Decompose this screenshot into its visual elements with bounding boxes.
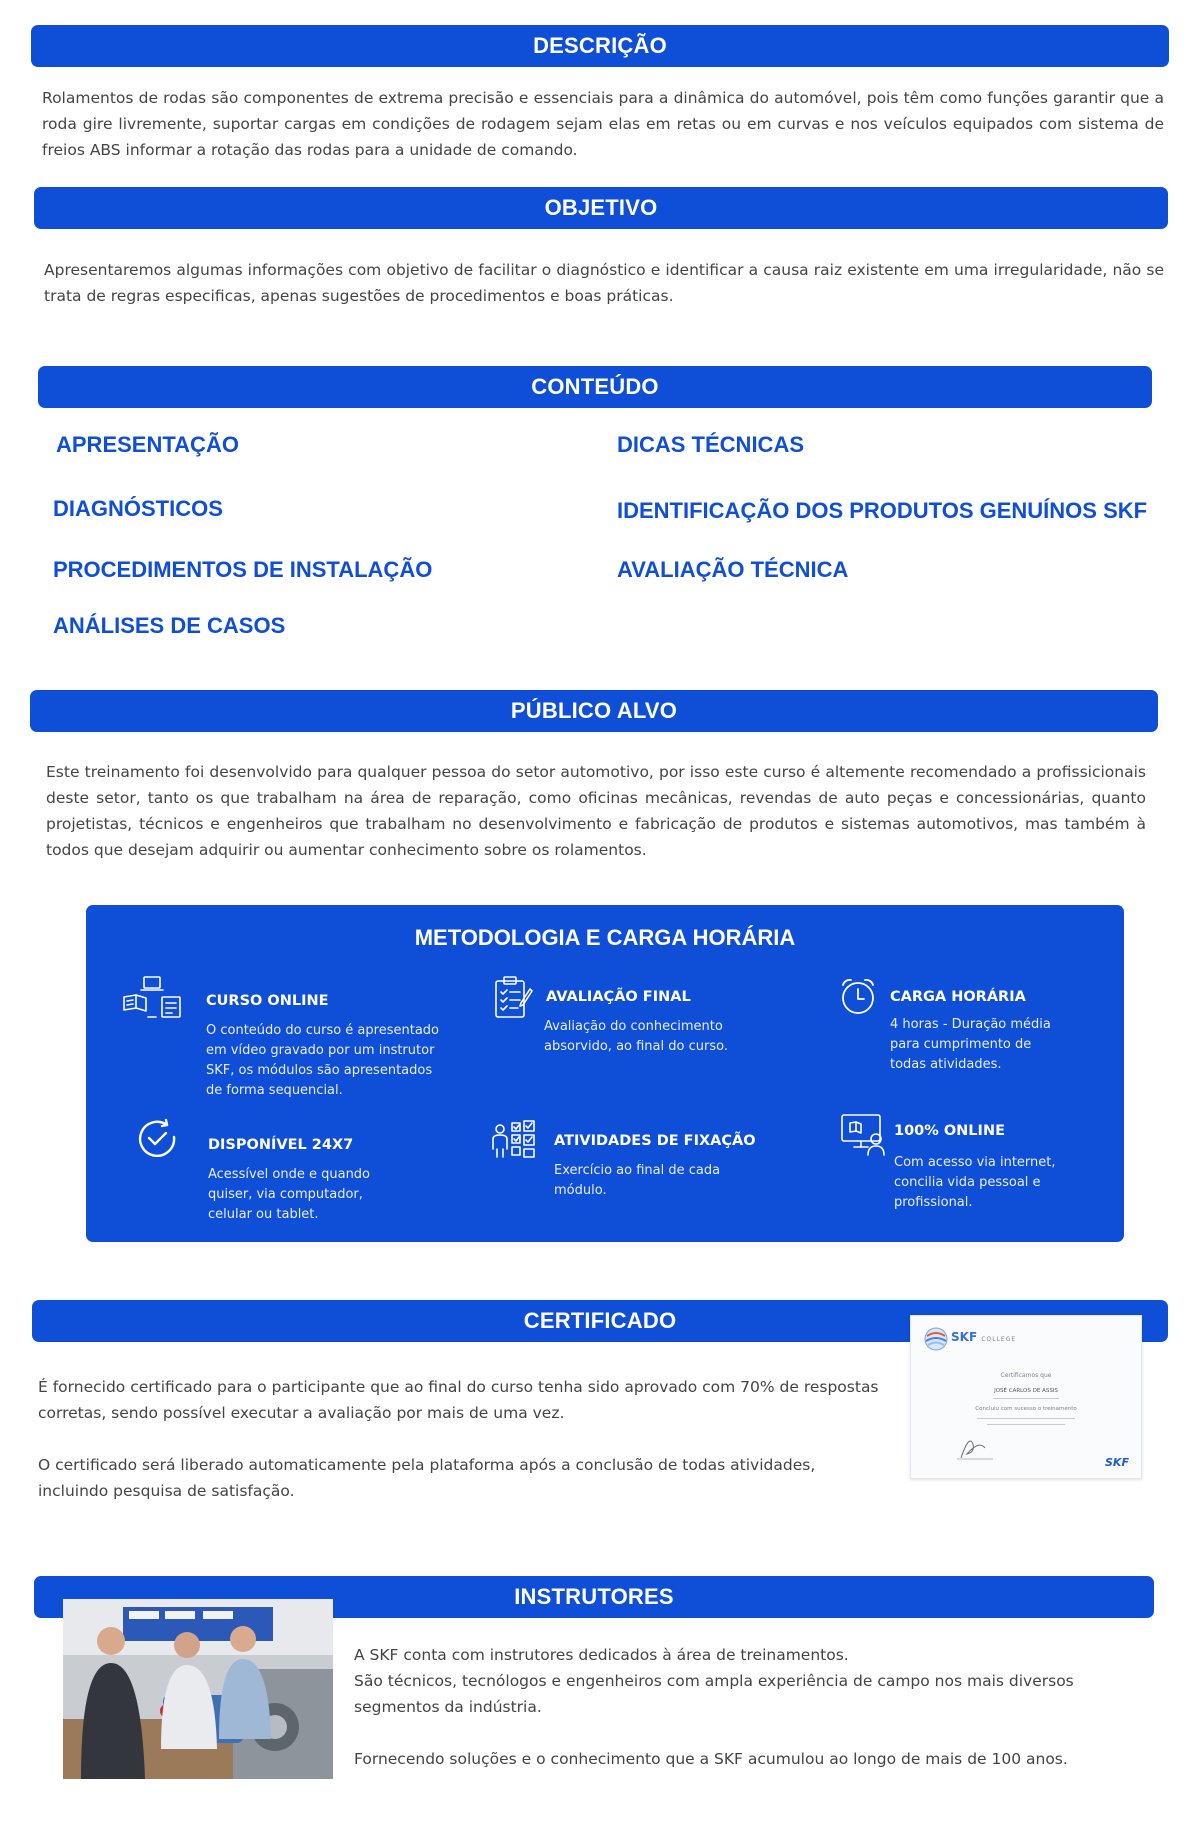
descricao-text: Rolamentos de rodas são componentes de extrema precisão e essenciais para a dinâmica do automóvel, pois têm como funções garantir que a roda gire livremente, suportar cargas em condições de rodagem sejam elas em retas ou em curvas e nos veículos equipados com sistema de freios ABS informar a rotação das rodas para a unidade de comando.: [42, 89, 1164, 159]
publico-text: Este treinamento foi desenvolvido para qualquer pessoa do setor automotivo, por isso este curso é altemente recomendado a profissicionais deste setor, tanto os que trabalham na área de reparação, como oficinas mecânicas, revendas de auto peças e concessionárias, quanto projetistas, técnicos e engenheiros que trabalham no desenvolvimento e fabricação de produtos e sistemas automotivos, mas também à todos que desejam adquirir ou aumentar conhecimento sobre os rolamentos.: [46, 763, 1146, 859]
metodologia-panel: [86, 905, 1124, 1242]
method-title: DISPONÍVEL 24X7: [208, 1137, 354, 1153]
instructors-photo: [63, 1599, 333, 1779]
topic-avaliacao-tecnica: AVALIAÇÃO TÉCNICA: [617, 557, 849, 582]
section-title: DESCRIÇÃO: [533, 33, 667, 58]
instrutores-text-1: A SKF conta com instrutores dedicados à área de treinamentos.: [354, 1646, 849, 1664]
certificate-signature: [955, 1428, 995, 1462]
topic-apresentacao: APRESENTAÇÃO: [56, 432, 239, 457]
section-title: PÚBLICO ALVO: [510, 698, 678, 723]
section-title: CERTIFICADO: [523, 1308, 677, 1333]
topic-procedimentos-instalacao: PROCEDIMENTOS DE INSTALAÇÃO: [53, 557, 433, 582]
checklist-icon: [492, 975, 536, 1021]
topic-diagnosticos: DIAGNÓSTICOS: [53, 496, 223, 521]
online-course-icon: [122, 975, 184, 1025]
method-text: 4 horas - Duração média para cumprimento de todas atividades.: [890, 1017, 1051, 1072]
section-header-conteudo: [38, 366, 1152, 408]
people-checklist-icon: [490, 1117, 538, 1161]
certificate-image: [910, 1315, 1142, 1479]
certificate-text-line: [993, 1398, 1059, 1399]
certificate-brand-name: SKF: [951, 1330, 978, 1344]
section-header-descricao: [31, 25, 1169, 67]
method-text: O conteúdo do curso é apresentado em vídeo gravado por um instrutor SKF, os módulos são apresentados de forma sequencial.: [206, 1023, 439, 1098]
certificate-globe-icon: [921, 1324, 951, 1354]
certificate-name: JOSÉ CARLOS DE ASSIS: [994, 1388, 1058, 1394]
metodologia-title: METODOLOGIA E CARGA HORÁRIA: [414, 925, 796, 950]
method-text: Acessível onde e quando quiser, via computador, celular ou tablet.: [208, 1167, 371, 1222]
topic-identificacao-produtos: IDENTIFICAÇÃO DOS PRODUTOS GENUÍNOS SKF: [617, 498, 1148, 523]
instrutores-text-3: Fornecendo soluções e o conhecimento que a SKF acumulou ao longo de mais de 100 anos.: [354, 1750, 1068, 1768]
online-learning-icon: [840, 1113, 888, 1157]
section-title: OBJETIVO: [544, 195, 658, 220]
method-title: CURSO ONLINE: [206, 993, 329, 1009]
objetivo-text: Apresentaremos algumas informações com objetivo de facilitar o diagnóstico e identificar a causa raiz existente em uma irregularidade, não se trata de regras especificas, apenas sugestões de procedimentos e boas práticas.: [44, 261, 1164, 305]
certificado-text-1: É fornecido certificado para o participante que ao final do curso tenha sido aprovado com 70% de respostas corretas, sendo possível executar a avaliação por mais de uma vez.: [38, 1378, 879, 1422]
alarm-clock-icon: [838, 975, 882, 1019]
method-title: ATIVIDADES DE FIXAÇÃO: [554, 1133, 756, 1149]
certificado-text-2: O certificado será liberado automaticamente pela plataforma após a conclusão de todas atividades, incluindo pesquisa de satisfação.: [38, 1456, 816, 1500]
certificate-text-line: [987, 1424, 1065, 1425]
check-circle-icon: [136, 1117, 180, 1161]
method-text: Avaliação do conhecimento absorvido, ao final do curso.: [544, 1019, 728, 1054]
method-title: AVALIAÇÃO FINAL: [546, 989, 691, 1005]
method-title: CARGA HORÁRIA: [890, 989, 1026, 1005]
topic-analises-casos: ANÁLISES DE CASOS: [53, 613, 286, 638]
method-title: 100% ONLINE: [894, 1123, 1005, 1139]
certificate-line2: Concluiu com sucesso o treinamento: [975, 1406, 1077, 1412]
method-text: Com acesso via internet, concilia vida pessoal e profissional.: [894, 1155, 1056, 1210]
certificate-line1: Certificamos que: [1000, 1372, 1052, 1379]
section-header-publico-alvo: [30, 690, 1158, 732]
instrutores-text-2: São técnicos, tecnólogos e engenheiros com ampla experiência de campo nos mais diversos segmentos da indústria.: [354, 1672, 1074, 1716]
certificate-brand: [951, 1330, 1016, 1344]
section-title: INSTRUTORES: [514, 1584, 674, 1609]
certificate-brand-suffix: COLLEGE: [981, 1336, 1017, 1343]
method-text: Exercício ao final de cada módulo.: [554, 1163, 721, 1198]
certificate-text-line: [977, 1418, 1075, 1419]
section-header-objetivo: [34, 187, 1168, 229]
section-title: CONTEÚDO: [531, 374, 659, 399]
certificate-logo: SKF: [1105, 1456, 1129, 1469]
topic-dicas-tecnicas: DICAS TÉCNICAS: [617, 432, 805, 457]
